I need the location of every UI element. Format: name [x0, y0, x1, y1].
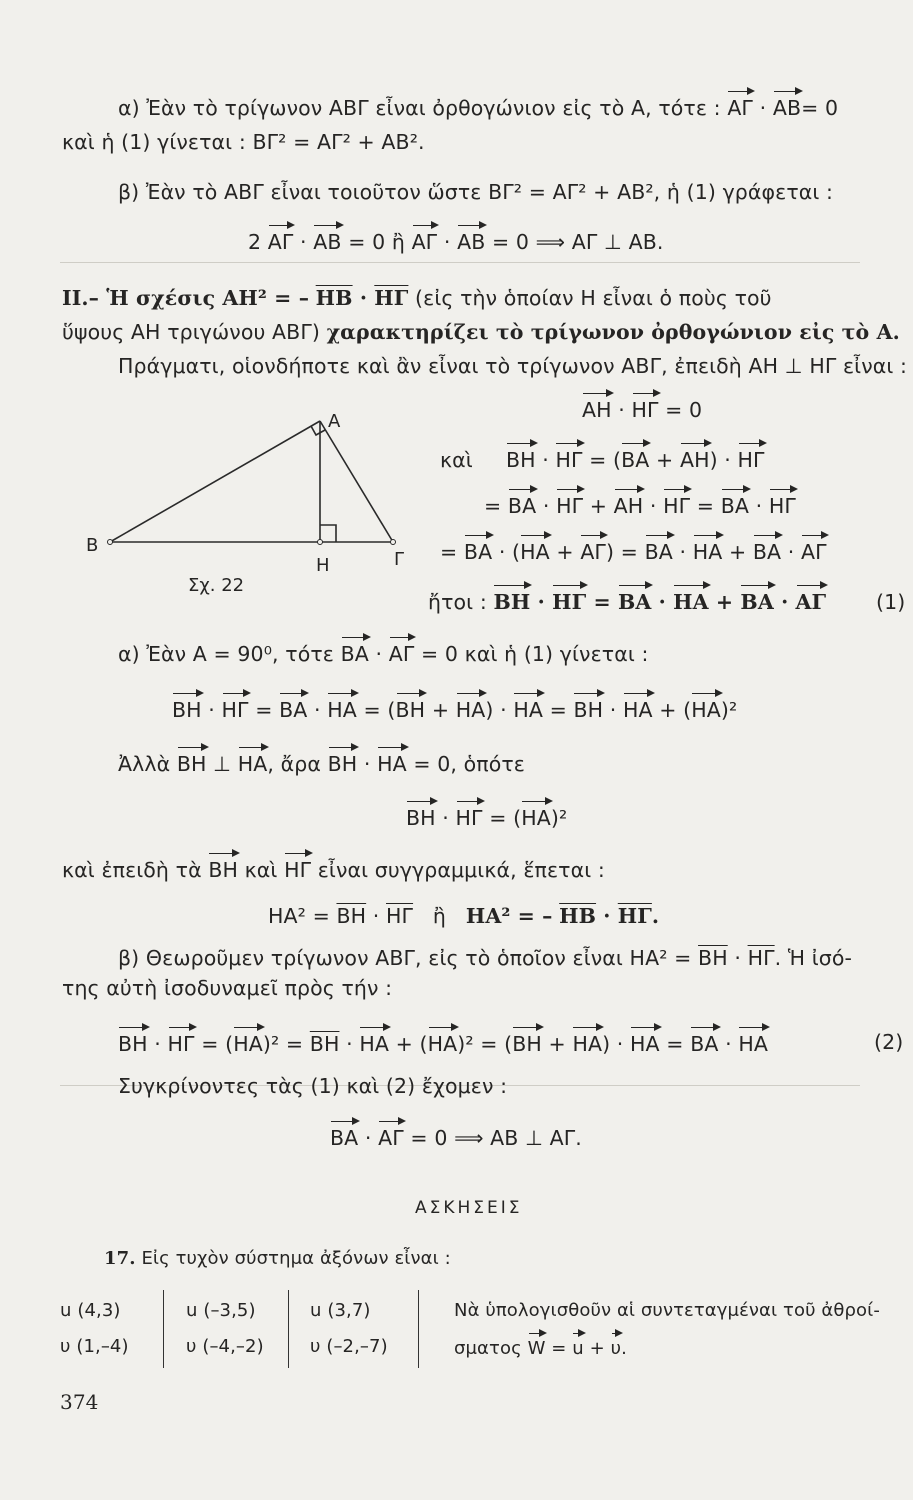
line-al3: Ἀλλὰ ΒΗ ⊥ ΗΑ, ἄρα ΒΗ · ΗΑ = 0, ὁπότε	[118, 752, 525, 776]
exercise-17-intro: 17. Εἰς τυχὸν σύστημα ἀξόνων εἶναι :	[104, 1248, 451, 1269]
section-II-line2: ὕψους ΑΗ τριγώνου ΑΒΓ) χαρακτηρίζει τὸ τρίγωνον ὀρθογώνιον εἰς τὸ Α.	[62, 320, 900, 344]
label-B: Β	[86, 535, 99, 556]
exercise-col2-u: u (–3,5)	[186, 1300, 256, 1321]
bleed-rule	[60, 262, 860, 263]
point-G	[391, 540, 396, 545]
exercise-col1-u: u (4,3)	[60, 1300, 121, 1321]
line-bet4: Συγκρίνοντες τὰς (1) καὶ (2) ἔχομεν :	[118, 1074, 508, 1098]
column-divider	[288, 1290, 289, 1368]
point-H	[318, 540, 323, 545]
exercise-col3-u: u (3,7)	[310, 1300, 371, 1321]
line-bet1: β) Θεωροῦμεν τρίγωνον ΑΒΓ, εἰς τὸ ὁποῖον εἶναι $HA^2 = \overline{BH} \cdot \overline{H\Gamma}$. Ἡ ἰσό-	[118, 946, 852, 970]
equation-al4: ΒΗ · ΗΓ = (ΗΑ)²	[406, 806, 568, 830]
equation-b2: 2 ΑΓ · ΑΒ = 0 ἢ ΑΓ · ΑΒ = 0 ⟹ ΑΓ ⊥ ΑΒ.	[248, 230, 664, 254]
equation-bet5: ΒΑ · ΑΓ = 0 ⟹ ΑΒ ⊥ ΑΓ.	[330, 1126, 582, 1150]
equation-bet3: $BH \cdot H\Gamma = (HA)^2 = \overline{BH} \cdot HA + (HA)^2 = (BH + HA) \cdot HA = BA \cdot HA$	[118, 1032, 768, 1056]
point-B	[108, 540, 113, 545]
equation-number-2: (2)	[874, 1030, 904, 1054]
side-AG	[320, 421, 393, 542]
line-a2: καὶ ἡ (1) γίνεται : ΒΓ² = ΑΓ² + ΑΒ².	[62, 130, 425, 154]
exercise-col2-v: υ (–4,–2)	[186, 1336, 264, 1357]
equation-4: = ΒΑ · (ΗΑ + ΑΓ) = ΒΑ · ΗΑ + ΒΑ · ΑΓ	[440, 540, 827, 564]
side-BA	[110, 421, 320, 542]
column-divider	[163, 1290, 164, 1368]
line-al5: καὶ ἐπειδὴ τὰ ΒΗ καὶ ΗΓ εἶναι συγγραμμικά, ἕπεται :	[62, 858, 605, 882]
line-bet2: της αὐτὴ ἰσοδυναμεῖ πρὸς τήν :	[62, 976, 393, 1000]
right-angle-mark-H	[320, 525, 336, 542]
equation-number-1: (1)	[876, 590, 906, 614]
figure-caption: Σχ. 22	[188, 575, 245, 596]
exercise-col1-v: υ (1,–4)	[60, 1336, 129, 1357]
label-A: Α	[328, 411, 341, 432]
line-b1: β) Ἐὰν τὸ ΑΒΓ εἶναι τοιοῦτον ὥστε ΒΓ² = ΑΓ² + ΑΒ², ἡ (1) γράφεται :	[118, 180, 834, 204]
column-divider	[418, 1290, 419, 1368]
exercises-heading: ΑΣΚΗΣΕΙΣ	[415, 1198, 523, 1218]
exercise-col3-v: υ (–2,–7)	[310, 1336, 388, 1357]
line-pragmati: Πράγματι, οἱονδήποτε καὶ ἂν εἶναι τὸ τρίγωνον ΑΒΓ, ἐπειδὴ ΑΗ ⊥ ΗΓ εἶναι :	[118, 354, 908, 378]
exercise-question-line2: σματος W = u + υ.	[454, 1338, 627, 1359]
label-G: Γ	[394, 549, 405, 570]
label-H: Η	[316, 555, 330, 576]
equation-2: καὶ ΒΗ · ΗΓ = (ΒΑ + ΑΗ) · ΗΓ	[440, 448, 765, 472]
exercise-question-line1: Νὰ ὑπολογισθοῦν αἱ συντεταγμέναι τοῦ ἀθροί-	[454, 1300, 880, 1321]
page-number: 374	[60, 1390, 99, 1414]
line-a1: α) Ἐὰν τὸ τρίγωνον ΑΒΓ εἶναι ὀρθογώνιον εἰς τὸ Α, τότε : ΑΓ · ΑΒ= 0	[118, 96, 839, 120]
section-II-line1: ΙΙ.– Ἡ σχέσις ΑΗ² = – $\overline{HB} \cdot \overline{H\Gamma}$ (εἰς τὴν ὁποίαν Η εἶναι ὁ ποὺς τοῦ	[62, 286, 772, 310]
triangle-figure	[80, 405, 420, 605]
equation-al2: ΒΗ · ΗΓ = ΒΑ · ΗΑ = (ΒΗ + ΗΑ) · ΗΑ = ΒΗ · ΗΑ + (ΗΑ)²	[172, 698, 738, 722]
equation-al6: $HA^2 = \overline{BH} \cdot \overline{H\Gamma}$ ἢ ΗΑ² = – $\overline{HB} \cdot \overline{H\Gamma}$.	[268, 904, 660, 928]
equation-5: ἤτοι : ΒΗ · ΗΓ = ΒΑ · ΗΑ + ΒΑ · ΑΓ	[428, 590, 827, 614]
equation-1: ΑΗ · ΗΓ = 0	[582, 398, 703, 422]
line-al1: α) Ἐὰν Α = 90⁰, τότε ΒΑ · ΑΓ = 0 καὶ ἡ (1) γίνεται :	[118, 642, 649, 666]
equation-3: = ΒΑ · ΗΓ + ΑΗ · ΗΓ = ΒΑ · ΗΓ	[484, 494, 796, 518]
